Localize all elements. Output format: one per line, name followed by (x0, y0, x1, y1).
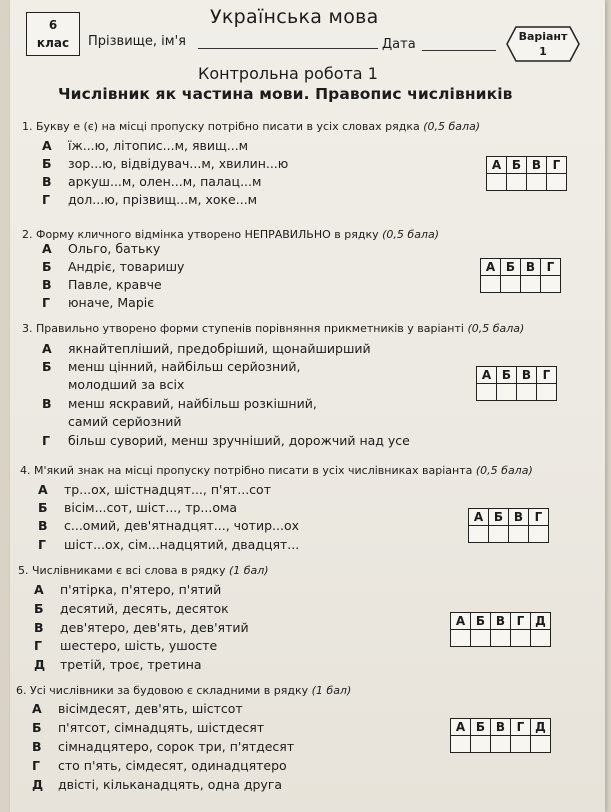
answer-cell-d[interactable] (547, 174, 567, 191)
option-letter: Б (42, 259, 52, 274)
option-letter: Г (32, 758, 40, 773)
option-text: менш яскравий, найбільш розкішний, (68, 396, 317, 411)
answer-cell-a[interactable] (481, 276, 501, 293)
question-4 (20, 464, 533, 477)
question-points: (0,5 бала) (423, 120, 481, 133)
option-a (32, 701, 243, 716)
question-3 (22, 322, 524, 335)
date-label: Дата (382, 37, 416, 52)
option-b (42, 359, 300, 374)
answer-cell-b[interactable] (489, 526, 509, 543)
question-text: Правильно утворено форми ступенів порівняння прикметників у варіанті (36, 322, 464, 335)
option-a (38, 482, 271, 497)
grid-header-d: Г (537, 367, 557, 384)
answer-grid-4 (468, 508, 549, 543)
option-c (42, 277, 162, 292)
option-text: зор...ю, відвідувач...м, хвилин...ю (68, 156, 289, 171)
option-letter: А (42, 241, 52, 256)
question-number: 4. (20, 464, 31, 477)
grid-header-d: Г (511, 613, 531, 630)
option-c (34, 620, 249, 635)
option-c-continuation: самий серйозний (68, 414, 182, 429)
grid-header-c: В (491, 613, 511, 630)
answer-cell-c[interactable] (491, 630, 511, 647)
option-text: сімнадцятеро, сорок три, п'ятдесят (58, 739, 295, 754)
topic-title: Числівник як частина мови. Правопис числівників (58, 85, 513, 103)
question-number: 3. (22, 322, 33, 335)
option-text: шіст...ох, сім...надцятий, двадцят... (64, 537, 300, 552)
grid-header-d: Г (541, 259, 561, 276)
grid-header-a: А (451, 613, 471, 630)
grid-header-b: Б (507, 157, 527, 174)
option-text: третій, троє, третина (60, 657, 202, 672)
answer-cell-e[interactable] (531, 630, 551, 647)
question-text: Букву е (є) на місці пропуску потрібно писати в усіх словах рядка (36, 120, 420, 133)
option-text: вісім...сот, шіст..., тр...ома (64, 500, 238, 515)
answer-cell-c[interactable] (521, 276, 541, 293)
option-letter: Г (42, 295, 50, 310)
question-text: Числівниками є всі слова в рядку (32, 564, 226, 577)
variant-number: 1 (539, 45, 547, 58)
answer-cell-d[interactable] (537, 384, 557, 401)
option-letter: Д (34, 657, 46, 672)
option-text: п'ятірка, п'ятеро, п'ятий (60, 582, 222, 597)
variant-label: Варіант (518, 30, 568, 43)
grid-header-a: А (487, 157, 507, 174)
question-number: 2. (22, 228, 33, 241)
worksheet-page (10, 0, 605, 812)
answer-cell-b[interactable] (471, 630, 491, 647)
option-text: двісті, кільканадцять, одна друга (58, 777, 283, 792)
grid-header-e: Д (531, 613, 551, 630)
grid-header-d: Г (511, 719, 531, 736)
question-number: 5. (18, 564, 29, 577)
answer-cell-a[interactable] (451, 630, 471, 647)
answer-cell-c[interactable] (491, 736, 511, 753)
question-points: (0,5 бала) (475, 464, 533, 477)
question-points: (1 бал) (228, 564, 269, 577)
test-title: Контрольна робота 1 (198, 64, 378, 83)
grid-header-c: В (527, 157, 547, 174)
option-letter: В (38, 518, 48, 533)
grid-header-b: Б (471, 719, 491, 736)
answer-cell-b[interactable] (501, 276, 521, 293)
option-text: Андріє, товаришу (68, 259, 185, 274)
option-letter: Б (32, 720, 42, 735)
option-letter: А (34, 582, 44, 597)
option-text: шестеро, шість, ушосте (60, 638, 218, 653)
option-a (42, 341, 371, 356)
option-text: дев'ятеро, дев'ять, дев'ятий (60, 620, 249, 635)
question-1 (22, 120, 480, 133)
option-c (32, 739, 294, 754)
grid-header-e: Д (531, 719, 551, 736)
question-text: Усі числівники за будовою є складними в рядку (30, 684, 309, 697)
question-text: Форму кличного відмінка утворено НЕПРАВИЛЬНО в рядку (36, 228, 379, 241)
answer-grid-3 (476, 366, 557, 401)
option-letter: В (42, 174, 52, 189)
answer-cell-c[interactable] (527, 174, 547, 191)
name-blank-line[interactable] (198, 48, 378, 49)
grade-number: 6 (48, 18, 58, 32)
question-text: М'який знак на місці пропуску потрібно писати в усіх числівниках варіанта (34, 464, 473, 477)
grid-header-c: В (521, 259, 541, 276)
option-letter: Д (32, 777, 44, 792)
date-blank-line[interactable] (422, 50, 496, 51)
answer-grid-5 (450, 612, 551, 647)
option-letter: В (42, 396, 52, 411)
question-2 (22, 228, 439, 241)
question-5 (18, 564, 269, 577)
option-a (34, 582, 221, 597)
grid-header-c: В (509, 509, 529, 526)
grid-header-b: Б (497, 367, 517, 384)
option-letter: Г (42, 433, 50, 448)
option-c (38, 518, 299, 533)
option-a (42, 241, 160, 256)
option-text: тр...ох, шістнадцят..., п'ят...сот (64, 482, 271, 497)
answer-cell-a[interactable] (451, 736, 471, 753)
answer-grid-6 (450, 718, 551, 753)
question-points: (1 бал) (311, 684, 352, 697)
option-letter: Г (34, 638, 42, 653)
variant-badge (506, 26, 580, 62)
option-d (38, 537, 299, 552)
answer-cell-d[interactable] (529, 526, 549, 543)
grid-header-c: В (517, 367, 537, 384)
question-number: 1. (22, 120, 33, 133)
grid-header-d: Г (529, 509, 549, 526)
option-text: більш суворий, менш зручніший, дорожчий над усе (68, 433, 410, 448)
option-letter: А (42, 341, 52, 356)
option-letter: Б (38, 500, 48, 515)
option-d (42, 433, 410, 448)
option-letter: Г (38, 537, 46, 552)
grid-header-a: А (477, 367, 497, 384)
option-text: юначе, Маріє (68, 295, 155, 310)
name-label: Прізвище, ім'я (88, 34, 186, 49)
grid-header-b: Б (489, 509, 509, 526)
option-text: п'ятсот, сімнадцять, шістдесят (58, 720, 265, 735)
option-c (42, 396, 317, 411)
option-letter: В (42, 277, 52, 292)
answer-cell-d[interactable] (541, 276, 561, 293)
option-b-continuation: молодший за всіх (68, 377, 185, 392)
option-text: аркуш...м, олен...м, палац...м (68, 174, 262, 189)
option-e (34, 657, 202, 672)
grid-header-d: Г (547, 157, 567, 174)
option-text: сто п'ять, сімдесят, одинадцятеро (58, 758, 287, 773)
option-b (38, 500, 237, 515)
option-d (42, 295, 154, 310)
option-letter: А (32, 701, 42, 716)
grid-header-c: В (491, 719, 511, 736)
answer-grid-2 (480, 258, 561, 293)
option-b (42, 259, 184, 274)
option-letter: Б (42, 156, 52, 171)
option-letter: А (38, 482, 48, 497)
option-c (42, 174, 261, 189)
question-points: (0,5 бала) (382, 228, 439, 241)
subject-title: Українська мова (210, 6, 379, 28)
option-a (42, 138, 248, 153)
option-text: десятий, десять, десяток (60, 601, 229, 616)
grade-label: клас (36, 36, 70, 50)
answer-grid-1 (486, 156, 567, 191)
answer-cell-a[interactable] (477, 384, 497, 401)
option-text: Павле, кравче (68, 277, 162, 292)
question-number: 6. (16, 684, 27, 697)
option-e (32, 777, 282, 792)
option-letter: Б (42, 359, 52, 374)
option-d (34, 638, 217, 653)
option-d (32, 758, 287, 773)
option-text: с...омий, дев'ятнадцят..., чотир...ох (64, 518, 299, 533)
grid-header-a: А (469, 509, 489, 526)
answer-cell-a[interactable] (487, 174, 507, 191)
answer-cell-a[interactable] (469, 526, 489, 543)
option-text: менш цінний, найбільш серйозний, (68, 359, 301, 374)
option-b (42, 156, 288, 171)
grade-box (26, 12, 80, 56)
answer-cell-b[interactable] (497, 384, 517, 401)
answer-cell-c[interactable] (517, 384, 537, 401)
option-letter: Б (34, 601, 44, 616)
answer-cell-b[interactable] (507, 174, 527, 191)
answer-cell-d[interactable] (511, 736, 531, 753)
option-letter: В (32, 739, 42, 754)
option-text: дол...ю, прізвищ...м, хоке...м (68, 192, 258, 207)
grid-header-a: А (451, 719, 471, 736)
option-text: вісімдесят, дев'ять, шістсот (58, 701, 243, 716)
answer-cell-e[interactable] (531, 736, 551, 753)
option-d (42, 192, 257, 207)
option-letter: Г (42, 192, 50, 207)
option-b (32, 720, 264, 735)
grid-header-b: Б (501, 259, 521, 276)
option-text: Ольго, батьку (68, 241, 161, 256)
answer-cell-c[interactable] (509, 526, 529, 543)
question-points: (0,5 бала) (467, 322, 525, 335)
grid-header-a: А (481, 259, 501, 276)
grid-header-b: Б (471, 613, 491, 630)
option-text: якнайтепліший, предобріший, щонайширший (68, 341, 371, 356)
answer-cell-d[interactable] (511, 630, 531, 647)
option-letter: А (42, 138, 52, 153)
option-text: їж...ю, літопис...м, явищ...м (68, 138, 249, 153)
answer-cell-b[interactable] (471, 736, 491, 753)
option-b (34, 601, 229, 616)
question-6 (16, 684, 351, 697)
option-letter: В (34, 620, 44, 635)
